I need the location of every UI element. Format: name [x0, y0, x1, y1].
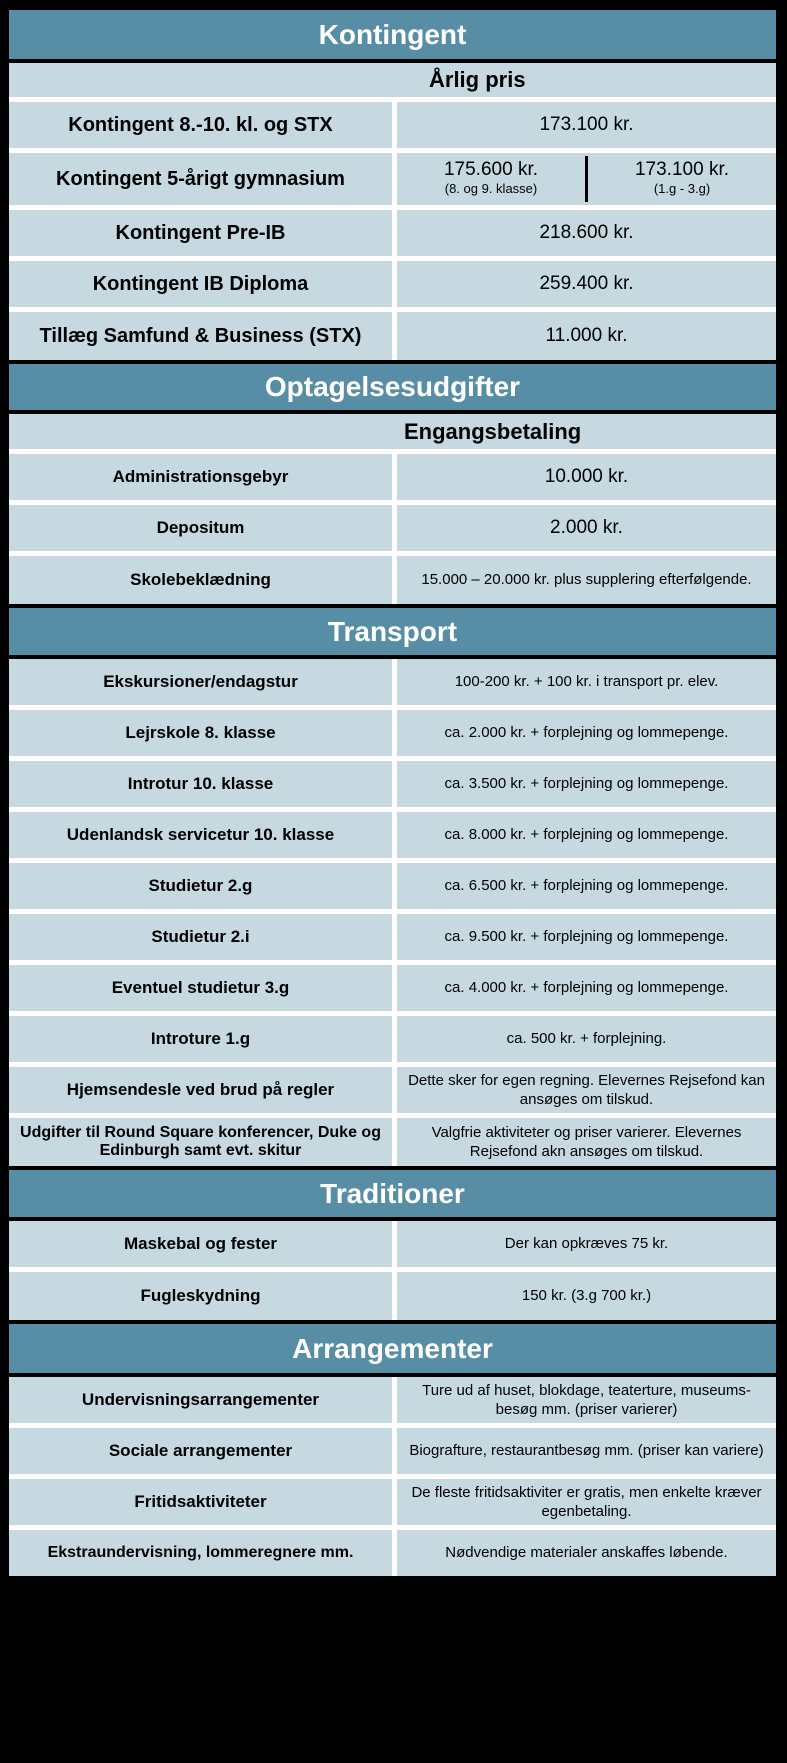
table-row: [9, 454, 776, 500]
row-value: 2.000 kr.: [397, 505, 776, 551]
row-label: Tillæg Samfund & Business (STX): [9, 312, 392, 360]
row-label: Fugleskydning: [9, 1272, 392, 1320]
section-traditioner: [9, 1166, 776, 1320]
row-value: ca. 4.000 kr. + forplejning og lommepenge.: [397, 965, 776, 1011]
row-label: Fritidsaktiviteter: [9, 1479, 392, 1525]
table-row: [9, 1067, 776, 1113]
section-title: Arrangementer: [9, 1320, 776, 1377]
row-value: 100-200 kr. + 100 kr. i transport pr. elev.: [397, 659, 776, 705]
row-value: Dette sker for egen regning. Elevernes Rejsefond kan ansøges om tilskud.: [397, 1067, 776, 1113]
row-value: ca. 9.500 kr. + forplejning og lommepenge.: [397, 914, 776, 960]
column-header: Årlig pris: [9, 63, 776, 97]
row-value: ca. 8.000 kr. + forplejning og lommepenge.: [397, 812, 776, 858]
table-row: [9, 1428, 776, 1474]
table-row: [9, 210, 776, 256]
row-label: Ekskursioner/endagstur: [9, 659, 392, 705]
row-value: 150 kr. (3.g 700 kr.): [397, 1272, 776, 1320]
section-title: Optagelsesudgifter: [9, 360, 776, 414]
row-label: Kontingent IB Diploma: [9, 261, 392, 307]
table-row: [9, 414, 776, 449]
row-value: 173.100 kr.: [397, 102, 776, 148]
row-label: Introtur 10. klasse: [9, 761, 392, 807]
row-label: Ekstraundervisning, lommeregnere mm.: [9, 1530, 392, 1576]
section-title: Transport: [9, 604, 776, 659]
row-value: ca. 500 kr. + forplejning.: [397, 1016, 776, 1062]
row-value: 15.000 – 20.000 kr. plus supplering efterfølgende.: [397, 556, 776, 604]
row-value: ca. 6.500 kr. + forplejning og lommepenge.: [397, 863, 776, 909]
table-row: [9, 1118, 776, 1166]
table-row: [9, 102, 776, 148]
section-title: Traditioner: [9, 1166, 776, 1221]
row-value: ca. 3.500 kr. + forplejning og lommepenge.: [397, 761, 776, 807]
table-row: [9, 1530, 776, 1576]
row-label: Skolebeklædning: [9, 556, 392, 604]
row-value: De fleste fritidsaktiviter er gratis, men enkelte kræver egenbetaling.: [397, 1479, 776, 1525]
value-note: (8. og 9. klasse): [444, 181, 538, 196]
row-label: Kontingent 8.-10. kl. og STX: [9, 102, 392, 148]
table-row: [9, 261, 776, 307]
table-row: [9, 1377, 776, 1423]
row-value: 173.100 kr.: [634, 159, 730, 181]
section-optagelse: [9, 360, 776, 604]
table-row: [9, 505, 776, 551]
row-value: 175.600 kr.: [443, 159, 539, 181]
row-value: Nødvendige materialer anskaffes løbende.: [397, 1530, 776, 1576]
row-label: Undervisningsarrangementer: [9, 1377, 392, 1423]
row-value: 218.600 kr.: [397, 210, 776, 256]
value-half: [588, 160, 776, 198]
row-value: 11.000 kr.: [397, 312, 776, 360]
row-value: Ture ud af huset, blokdage, teaterture, museums-besøg mm. (priser varierer): [397, 1377, 776, 1423]
table-row: [9, 1479, 776, 1525]
table-row: [9, 1016, 776, 1062]
table-row: [9, 863, 776, 909]
row-value: ca. 2.000 kr. + forplejning og lommepenge.: [397, 710, 776, 756]
section-transport: [9, 604, 776, 1166]
value-half: [397, 160, 585, 198]
row-label: Depositum: [9, 505, 392, 551]
table-row: [9, 312, 776, 360]
row-label: Studietur 2.i: [9, 914, 392, 960]
table-row: [9, 812, 776, 858]
table-row: [9, 1272, 776, 1320]
row-label: Kontingent Pre-IB: [9, 210, 392, 256]
row-label: Lejrskole 8. klasse: [9, 710, 392, 756]
value-note: (1.g - 3.g): [653, 181, 711, 196]
row-label: Administrationsgebyr: [9, 454, 392, 500]
row-value: Der kan opkræves 75 kr.: [397, 1221, 776, 1267]
table-row: [9, 63, 776, 97]
table-row: [9, 965, 776, 1011]
table-row: [9, 659, 776, 705]
table-row: [9, 761, 776, 807]
table-row: [9, 710, 776, 756]
table-row: [9, 914, 776, 960]
row-value: 10.000 kr.: [397, 454, 776, 500]
table-content: [9, 10, 776, 1576]
row-label: Maskebal og fester: [9, 1221, 392, 1267]
section-kontingent: [9, 10, 776, 360]
row-label: Udgifter til Round Square konferencer, Duke og Edinburgh samt evt. skitur: [9, 1118, 392, 1166]
row-label: Udenlandsk servicetur 10. klasse: [9, 812, 392, 858]
table-row: [9, 153, 776, 205]
row-label: Introture 1.g: [9, 1016, 392, 1062]
row-label: Kontingent 5-årigt gymnasium: [9, 153, 392, 205]
row-value: 259.400 kr.: [397, 261, 776, 307]
row-value: Valgfrie aktiviteter og priser varierer. Elevernes Rejsefond akn ansøges om tilskud.: [397, 1118, 776, 1166]
row-label: Sociale arrangementer: [9, 1428, 392, 1474]
row-label: Hjemsendesle ved brud på regler: [9, 1067, 392, 1113]
column-header: Engangsbetaling: [9, 414, 776, 449]
table-row: [9, 1221, 776, 1267]
row-label: Eventuel studietur 3.g: [9, 965, 392, 1011]
section-arrangementer: [9, 1320, 776, 1576]
section-title: Kontingent: [9, 10, 776, 63]
split-value: [397, 153, 776, 205]
table-row: [9, 556, 776, 604]
row-label: Studietur 2.g: [9, 863, 392, 909]
row-value: Biografture, restaurantbesøg mm. (priser kan variere): [397, 1428, 776, 1474]
